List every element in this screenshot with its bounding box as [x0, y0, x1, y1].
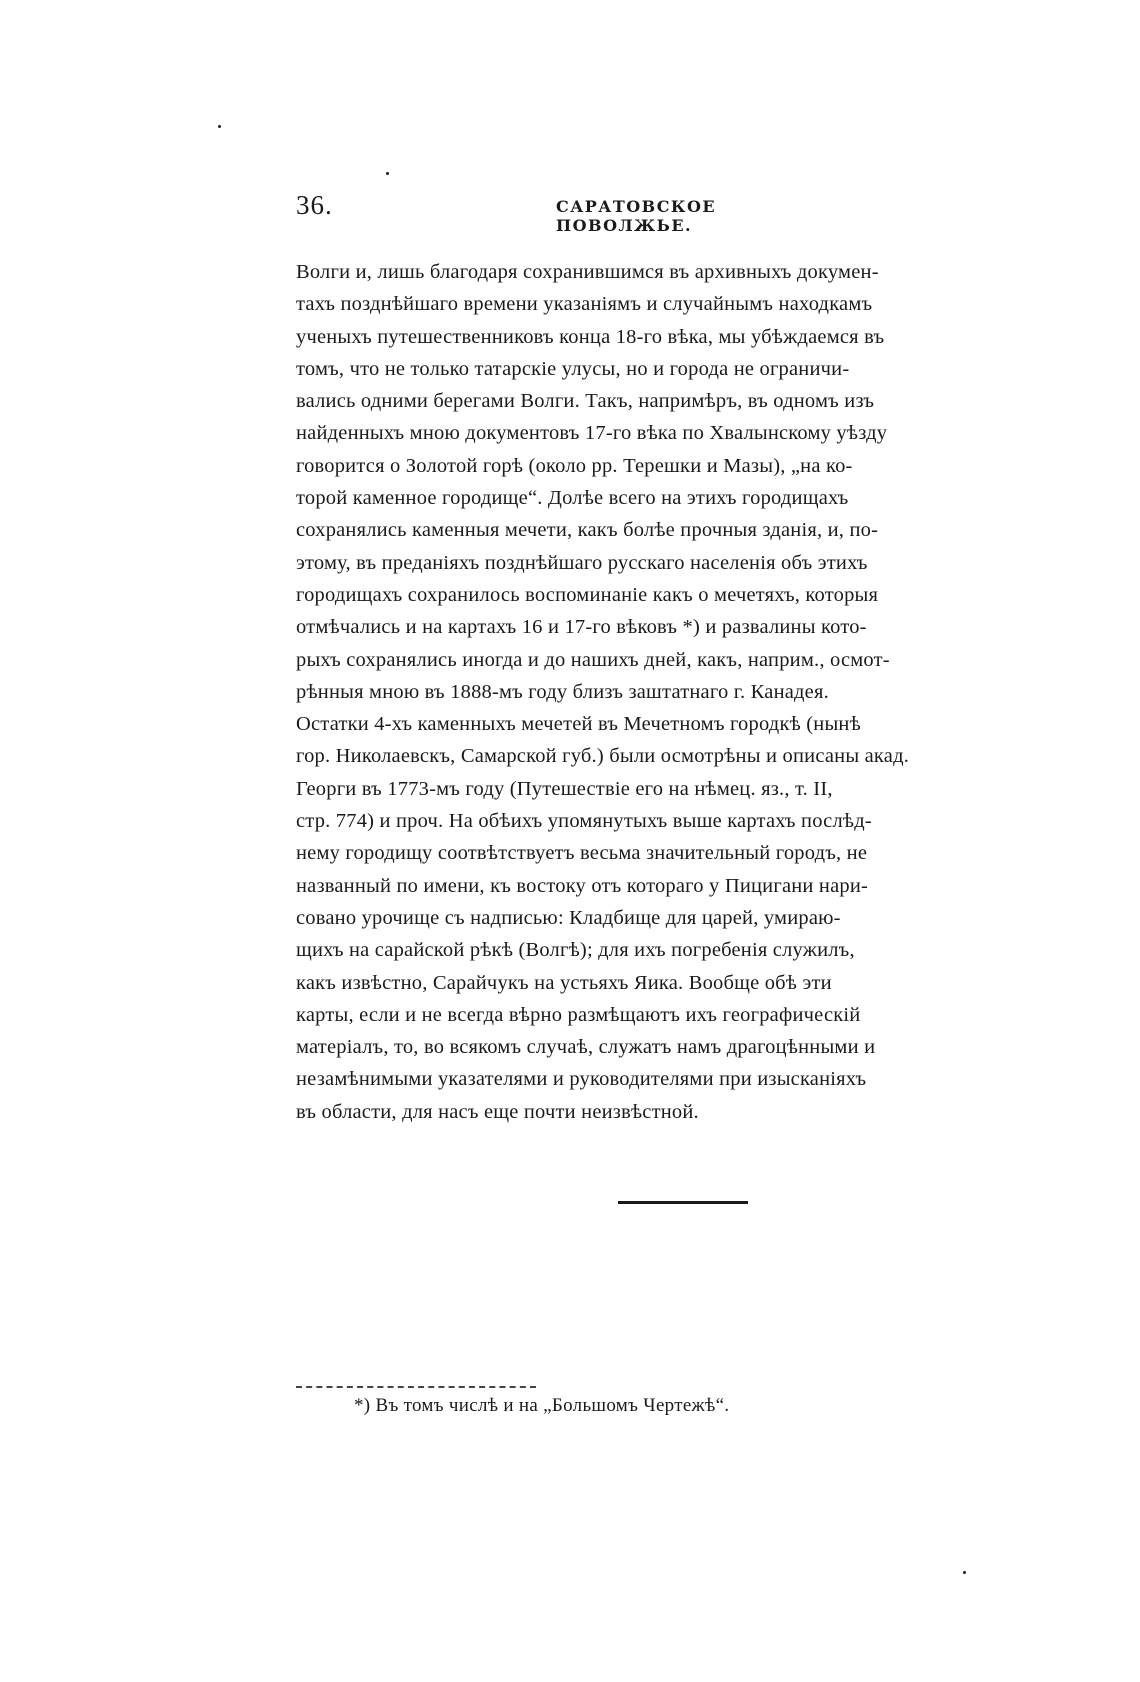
- text-line: этому, въ преданіяхъ позднѣйшаго русскаго населенія объ этихъ: [296, 551, 868, 574]
- text-line: Волги и, лишь благодаря сохранившимся въ архивныхъ докумен-: [296, 261, 879, 283]
- footnote: *) Въ томъ числѣ и на „Большомъ Чертежѣ“.: [354, 1395, 730, 1416]
- body-paragraph: [296, 256, 910, 1128]
- text-line: Остатки 4-хъ каменныхъ мечетей въ Мечетномъ городкѣ (нынѣ: [296, 713, 861, 736]
- text-line: матеріалъ, то, во всякомъ случаѣ, служатъ намъ драгоцѣнными и: [296, 1036, 876, 1059]
- print-speck: [386, 172, 389, 175]
- text-line: щихъ на сарайской рѣкѣ (Волгѣ); для ихъ погребенія служилъ,: [296, 939, 855, 962]
- section-divider: [618, 1201, 748, 1204]
- text-line: совано урочище съ надписью: Кладбище для царей, умираю-: [296, 906, 841, 929]
- text-line: городищахъ сохранилось воспоминаніе какъ о мечетяхъ, которыя: [296, 583, 879, 606]
- text-line: какъ извѣстно, Сарайчукъ на устьяхъ Яика. Вообще обѣ эти: [296, 971, 832, 994]
- text-line: гор. Николаевскъ, Самарской губ.) были осмотрѣны и описаны акад.: [296, 745, 910, 768]
- text-line: говорится о Золотой горѣ (около рр. Терешки и Мазы), „на ко-: [296, 454, 853, 477]
- text-line: рѣнныя мною въ 1888-мъ году близъ заштатнаго г. Канадея.: [296, 680, 829, 703]
- text-line: тахъ позднѣйшаго времени указаніямъ и случайнымъ находкамъ: [296, 293, 873, 316]
- print-speck: [218, 125, 221, 128]
- text-line: томъ, что не только татарскіе улусы, но и города не ограничи-: [296, 357, 850, 380]
- text-line: въ области, для насъ еще почти неизвѣстной.: [296, 1100, 699, 1123]
- text-line: рыхъ сохранялись иногда и до нашихъ дней, какъ, наприм., осмот-: [296, 648, 890, 671]
- text-line: вались одними берегами Волги. Такъ, напримѣръ, въ одномъ изъ: [296, 390, 875, 413]
- page-number: 36.: [296, 190, 333, 220]
- text-line: ученыхъ путешественниковъ конца 18-го вѣка, мы убѣждаемся въ: [296, 325, 885, 348]
- text-line: нему городищу соотвѣтствуетъ весьма значительный городъ, не: [296, 842, 868, 865]
- text-line: найденныхъ мною документовъ 17-го вѣка по Хвалынскому уѣзду: [296, 422, 888, 445]
- running-title: САРАТОВСКОЕ ПОВОЛЖЬЕ.: [556, 197, 717, 235]
- text-line: карты, если и не всегда вѣрно размѣщаютъ ихъ географическій: [296, 1003, 861, 1026]
- text-line: отмѣчались и на картахъ 16 и 17-го вѣковъ *) и развалины кото-: [296, 616, 867, 639]
- text-line: сохранялись каменныя мечети, какъ болѣе прочныя зданія, и, по-: [296, 519, 879, 542]
- text-line: торой каменное городище“. Долѣе всего на этихъ городищахъ: [296, 487, 849, 510]
- text-line: стр. 774) и проч. На обѣихъ упомянутыхъ выше картахъ послѣд-: [296, 810, 872, 833]
- page-header: [296, 190, 816, 235]
- print-speck: [963, 1571, 966, 1574]
- text-line: незамѣнимыми указателями и руководителями при изысканіяхъ: [296, 1068, 867, 1091]
- text-line: Георги въ 1773-мъ году (Путешествіе его на нѣмец. яз., т. II,: [296, 777, 833, 800]
- text-line: названный по имени, къ востоку отъ котораго у Пицигани нари-: [296, 874, 869, 897]
- footnote-divider: [296, 1386, 536, 1388]
